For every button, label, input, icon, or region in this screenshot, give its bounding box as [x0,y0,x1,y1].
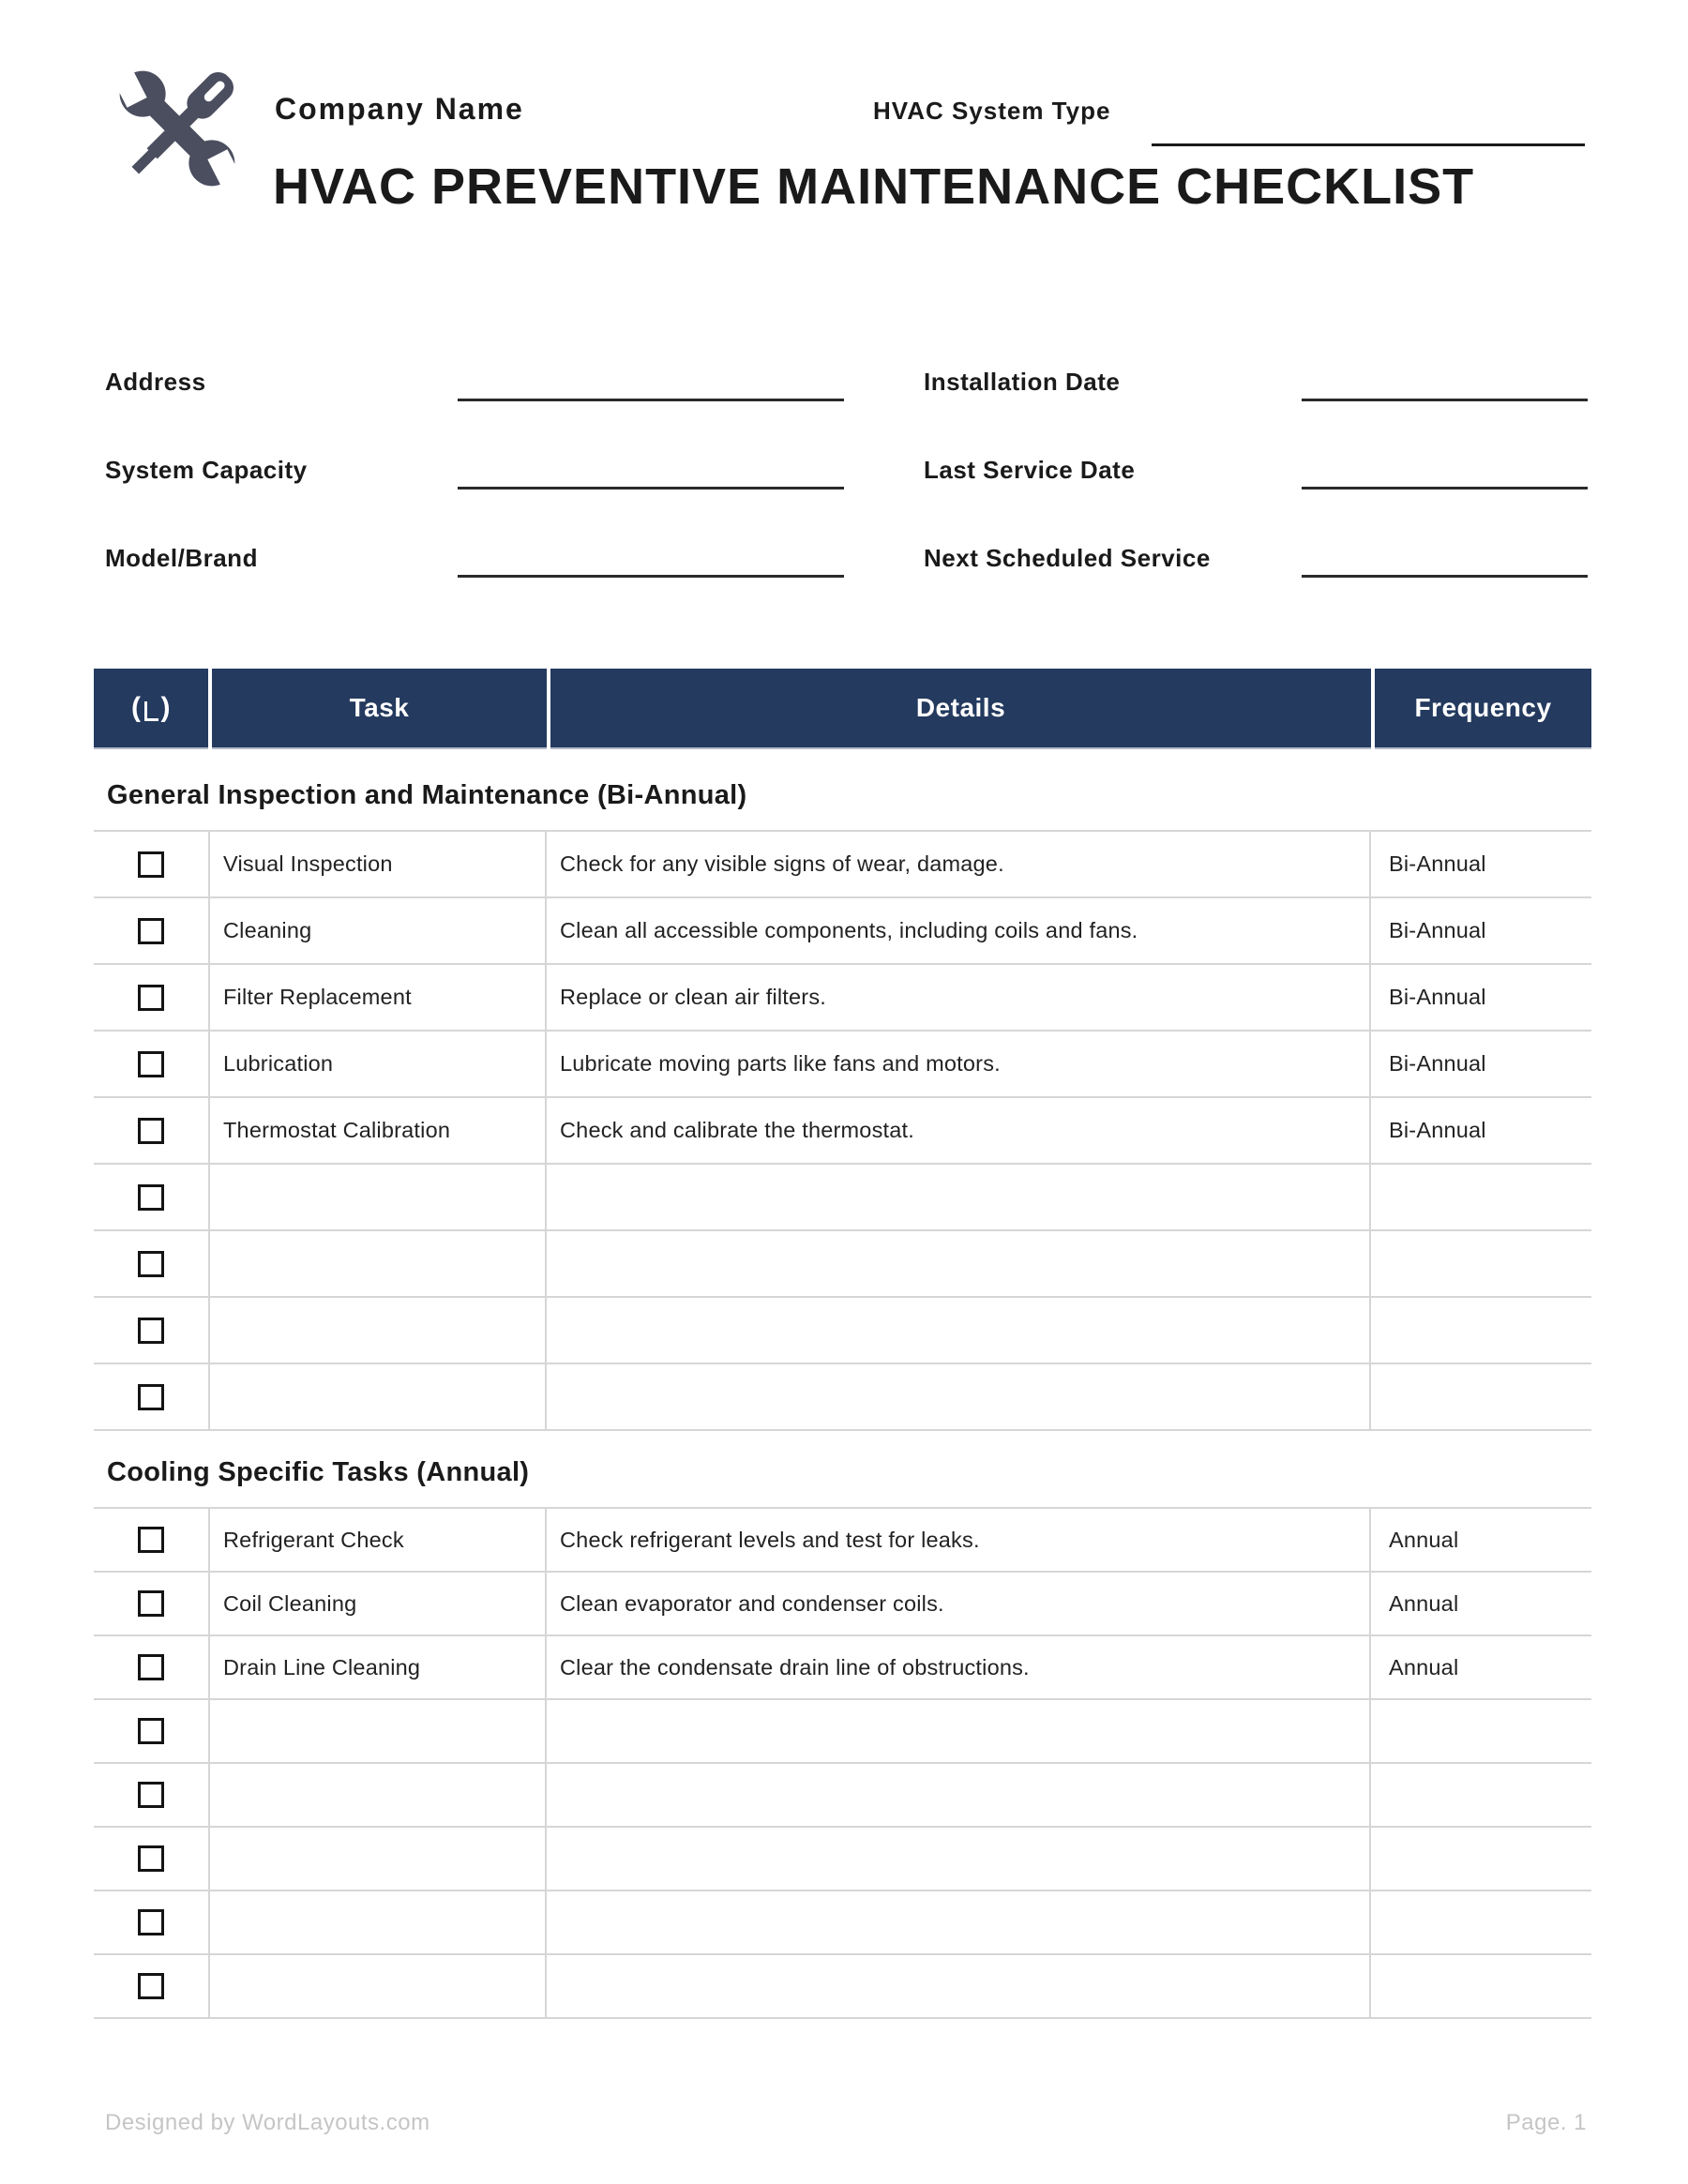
frequency-cell: Annual [1389,1654,1459,1679]
row-checkbox[interactable] [138,985,164,1011]
row-checkbox[interactable] [138,1845,164,1872]
row-checkbox[interactable] [138,1251,164,1277]
details-cell: Check refrigerant levels and test for leaks. [547,1509,1371,1571]
task-cell [210,1764,547,1826]
column-header-checkbox [94,669,208,749]
checkbox-cell [94,1364,210,1429]
table-header [94,669,1591,749]
details-cell [547,1700,1371,1762]
checkbox-cell [94,1298,210,1363]
footer-page-number: Page. 1 [1505,2110,1587,2135]
system-type-fill-line[interactable] [1152,122,1585,146]
frequency-cell [1371,1165,1591,1229]
section-title: General Inspection and Maintenance (Bi-Annual) [107,780,747,810]
task-cell [210,1891,547,1953]
field-label-next-scheduled-service: Next Scheduled Service [924,544,1211,572]
task-cell [210,1231,547,1296]
frequency-cell: Bi-Annual [1389,851,1486,876]
field-fill-line-system-capacity[interactable] [458,461,844,490]
details-cell [547,1891,1371,1953]
table-row [94,1826,1591,1890]
field-fill-line-installation-date[interactable] [1302,373,1588,401]
details-cell: Lubricate moving parts like fans and motors. [547,1032,1371,1096]
task-cell: Filter Replacement [210,965,547,1030]
footer-credit: Designed by WordLayouts.com [105,2110,430,2135]
row-checkbox[interactable] [138,1782,164,1808]
table-row [94,1953,1591,2017]
section-table [94,1507,1591,2019]
row-checkbox[interactable] [138,1973,164,1999]
frequency-cell [1371,1955,1591,2017]
checkbox-cell [94,898,210,963]
checkbox-header-glyph-icon [144,701,158,721]
checkbox-cell [94,1828,210,1890]
task-cell: Coil Cleaning [210,1573,547,1634]
row-checkbox[interactable] [138,1051,164,1077]
company-name: Company Name [275,92,524,126]
frequency-cell [1371,1231,1591,1296]
checkbox-cell [94,1636,210,1698]
row-checkbox[interactable] [138,1527,164,1553]
table-row [94,1698,1591,1762]
row-checkbox[interactable] [138,1654,164,1680]
row-checkbox[interactable] [138,1909,164,1935]
page-title: HVAC PREVENTIVE MAINTENANCE CHECKLIST [273,158,1475,215]
table-row [94,1296,1591,1363]
checkbox-cell [94,965,210,1030]
task-cell: Thermostat Calibration [210,1098,547,1163]
table-row [94,1571,1591,1634]
field-label-system-capacity: System Capacity [105,456,308,484]
task-cell: Cleaning [210,898,547,963]
details-cell: Check for any visible signs of wear, damage. [547,832,1371,896]
details-cell [547,1298,1371,1363]
checkbox-cell [94,1032,210,1096]
table-row [94,830,1591,896]
section-general-inspection-and-maintenance-bi-annual [94,780,1591,1431]
details-cell [547,1165,1371,1229]
column-header-task: Task [212,669,547,749]
row-checkbox[interactable] [138,851,164,878]
frequency-cell [1371,1364,1591,1429]
table-row [94,1229,1591,1296]
frequency-cell: Bi-Annual [1389,1118,1486,1142]
table-row [94,1634,1591,1698]
checkbox-cell [94,1509,210,1571]
frequency-cell [1371,1700,1591,1762]
details-cell [547,1764,1371,1826]
details-cell [547,1231,1371,1296]
task-cell [210,1828,547,1890]
section-cooling-specific-tasks-annual [94,1457,1591,2019]
task-cell: Drain Line Cleaning [210,1636,547,1698]
row-checkbox[interactable] [138,1184,164,1211]
details-cell: Clean all accessible components, including coils and fans. [547,898,1371,963]
checkbox-cell [94,1573,210,1634]
table-row [94,1363,1591,1429]
field-fill-line-model-brand[interactable] [458,550,844,578]
frequency-cell: Bi-Annual [1389,1051,1486,1076]
row-checkbox[interactable] [138,1318,164,1344]
field-fill-line-last-service-date[interactable] [1302,461,1588,490]
field-fill-line-next-scheduled-service[interactable] [1302,550,1588,578]
table-row [94,896,1591,963]
task-cell [210,1700,547,1762]
field-label-last-service-date: Last Service Date [924,456,1136,484]
checkbox-cell [94,1165,210,1229]
checkbox-cell [94,1764,210,1826]
task-cell [210,1165,547,1229]
checkbox-cell [94,1231,210,1296]
details-cell: Check and calibrate the thermostat. [547,1098,1371,1163]
task-cell: Refrigerant Check [210,1509,547,1571]
table-row [94,1507,1591,1571]
field-label-model-brand: Model/Brand [105,544,258,572]
task-cell [210,1955,547,2017]
row-checkbox[interactable] [138,918,164,944]
sections [94,780,1591,2019]
checkbox-cell [94,1955,210,2017]
checkbox-header-close-paren: ) [160,692,171,723]
row-checkbox[interactable] [138,1590,164,1617]
column-header-details: Details [550,669,1371,749]
frequency-cell [1371,1298,1591,1363]
field-fill-line-address[interactable] [458,373,844,401]
details-cell: Clean evaporator and condenser coils. [547,1573,1371,1634]
checkbox-cell [94,832,210,896]
details-cell: Clear the condensate drain line of obstructions. [547,1636,1371,1698]
frequency-cell: Bi-Annual [1389,985,1486,1009]
frequency-cell [1371,1828,1591,1890]
row-checkbox[interactable] [138,1718,164,1744]
field-label-address: Address [105,368,206,396]
table-row [94,1890,1591,1953]
checkbox-header-open-paren: ( [131,692,142,723]
task-cell: Visual Inspection [210,832,547,896]
frequency-cell: Bi-Annual [1389,918,1486,942]
frequency-cell [1371,1764,1591,1826]
table-row [94,1030,1591,1096]
table-row [94,1096,1591,1163]
details-cell [547,1828,1371,1890]
checkbox-cell [94,1700,210,1762]
task-cell [210,1298,547,1363]
system-type-label: HVAC System Type [873,97,1111,125]
details-cell [547,1364,1371,1429]
task-cell: Lubrication [210,1032,547,1096]
section-title: Cooling Specific Tasks (Annual) [107,1457,530,1487]
table-row [94,963,1591,1030]
checkbox-cell [94,1098,210,1163]
row-checkbox[interactable] [138,1384,164,1410]
wrench-screwdriver-icon [103,54,251,203]
frequency-cell: Annual [1389,1590,1459,1616]
frequency-cell: Annual [1389,1527,1459,1552]
table-row [94,1163,1591,1229]
table-row [94,1762,1591,1826]
frequency-cell [1371,1891,1591,1953]
section-table [94,830,1591,1431]
column-header-frequency: Frequency [1375,669,1591,749]
details-cell: Replace or clean air filters. [547,965,1371,1030]
details-cell [547,1955,1371,2017]
checkbox-cell [94,1891,210,1953]
field-label-installation-date: Installation Date [924,368,1121,396]
task-cell [210,1364,547,1429]
row-checkbox[interactable] [138,1118,164,1144]
